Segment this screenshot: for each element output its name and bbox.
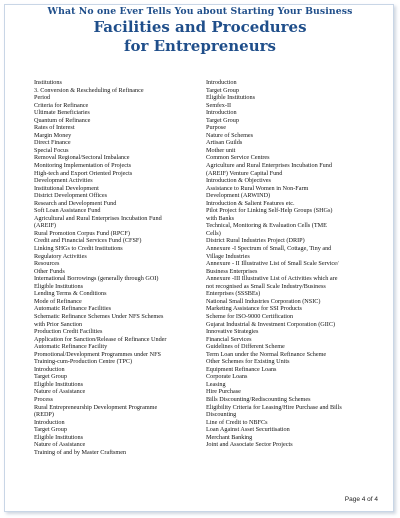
contents-item: (AREIF) — [34, 222, 56, 230]
contents-item: Nature of Schemes — [206, 131, 254, 139]
contents-item: Other Schemes for Existing Units — [206, 358, 290, 366]
contents-item: Schematic Refinance Schemes Under NFS Schemes — [34, 312, 164, 320]
contents-item: Other Funds — [34, 267, 65, 275]
contents-item: Bills Discounting/Rediscounting Schemes — [206, 395, 311, 403]
contents-item: National Small Industries Corporation (NSIC) — [206, 297, 321, 305]
contents-item: Assistance to Rural Women in Non-Farm — [206, 184, 309, 192]
contents-item: with Prior Sanction — [34, 320, 83, 328]
contents-item: Hire Purchase — [206, 388, 241, 396]
contents-item: Criteria for Refinance — [34, 101, 89, 109]
contents-item: Training of and by Master Craftsmen — [34, 448, 127, 456]
contents-item: Common Service Centres — [206, 154, 270, 162]
contents-item: Business Enterprises — [206, 267, 258, 275]
contents-item: Leasing — [206, 380, 226, 388]
right-column — [206, 79, 374, 456]
contents-item: Production Credit Facilities — [34, 328, 103, 336]
contents-list — [34, 79, 374, 456]
contents-item: Innovative Strategies — [206, 328, 259, 336]
page-title-line-1: Facilities and Procedures — [93, 18, 307, 36]
contents-item: High-tech and Export Oriented Projects — [34, 169, 133, 177]
contents-item: Technical, Monitoring & Evaluation Cells (TME — [206, 222, 327, 230]
contents-item: Target Group — [206, 116, 239, 124]
contents-item: Eligible Institutions — [34, 433, 83, 441]
contents-item: Target Group — [206, 86, 239, 94]
contents-item: Introduction — [34, 365, 65, 373]
contents-item: Institutions — [34, 79, 62, 86]
contents-item: Financial Services — [206, 335, 252, 343]
contents-item: Direct Finance — [34, 139, 71, 147]
contents-item: Eligible Institutions — [206, 94, 255, 102]
contents-item: District Rural Industries Project (DRIP) — [206, 237, 305, 245]
contents-item: Loan Against Asset Securitisation — [206, 426, 290, 434]
contents-item: Mother unit — [206, 146, 236, 154]
contents-item: Lending Terms & Conditions — [34, 290, 107, 298]
contents-item: Rates of Interest — [34, 124, 75, 132]
contents-item: Automatic Refinance Facility — [34, 343, 108, 351]
contents-item: Cells) — [206, 229, 221, 237]
contents-item: District Development Offices — [34, 192, 108, 200]
page-header — [0, 6, 400, 56]
contents-item: Village Industries — [206, 252, 250, 260]
contents-item: Semfex-II — [206, 101, 232, 109]
contents-item: Discounting — [206, 411, 237, 419]
contents-item: Rural Promotion Corpus Fund (RPCF) — [34, 229, 130, 237]
contents-item: Scheme for ISO-9000 Certification — [206, 312, 294, 320]
contents-item: 3. Conversion & Rescheduling of Refinance — [34, 86, 144, 94]
contents-item: Nature of Assistance — [34, 441, 86, 449]
contents-item: Mode of Refinance — [34, 297, 82, 305]
contents-item: Introduction & Objectives — [206, 177, 271, 185]
contents-item: Joint and Associate Sector Projects — [206, 441, 293, 449]
contents-item: Introduction — [206, 79, 237, 86]
contents-item: Line of Credit to NBFCs — [206, 418, 268, 426]
contents-item: Resources — [34, 260, 60, 268]
contents-item: Promotional/Development Programmes under NFS — [34, 350, 162, 358]
page-subtitle: What No one Ever Tells You about Starting Your Business — [47, 6, 353, 17]
contents-item: Process — [34, 395, 53, 403]
left-column — [34, 79, 202, 456]
contents-item: Introduction — [206, 109, 237, 117]
contents-item: Corporate Loans — [206, 373, 248, 381]
contents-item: (AREIF) Venture Capital Fund — [206, 169, 283, 177]
contents-item: Artisan Guilds — [206, 139, 243, 147]
contents-item: Term Loan under the Normal Refinance Scheme — [206, 350, 327, 358]
contents-item: Purpose — [206, 124, 226, 132]
contents-item: Annexure - II Illustrative List of Small Scale Service/ — [206, 260, 339, 268]
contents-item: Eligible Institutions — [34, 282, 83, 290]
contents-item: Eligibility Criteria for Leasing/Hire Purchase and Bills — [206, 403, 342, 411]
contents-item: Soft Loan Assistance Fund — [34, 207, 101, 215]
contents-item: International Borrowings (generally through GOI) — [34, 275, 159, 283]
page-number: Page 4 of 4 — [344, 496, 378, 503]
contents-item: Enterprises (SSSBEs) — [206, 290, 261, 298]
contents-item: Annexure -I Spectrum of Small, Cottage, Tiny and — [206, 245, 332, 253]
contents-item: Nature of Assistance — [34, 388, 86, 396]
page-title-line-2: for Entrepreneurs — [124, 37, 276, 55]
contents-item: Annexure -III Illustrative List of Activities which are — [206, 275, 338, 283]
contents-item: Application for Sanction/Release of Refinance Under — [34, 335, 167, 343]
contents-item: Marketing Assistance for SSI Products — [206, 305, 302, 313]
contents-item: Pilot Project for Linking Self-Help Groups (SHGs) — [206, 207, 333, 215]
contents-item: Regulatory Activities — [34, 252, 87, 260]
contents-item: Monitoring Implementation of Projects — [34, 162, 132, 170]
contents-item: Introduction & Salient Features etc. — [206, 199, 295, 207]
contents-item: Training-cum-Production Centre (TPC) — [34, 358, 133, 366]
contents-item: Gujarat Industrial & Investment Corporation (GIIC) — [206, 320, 336, 328]
contents-item: Guidelines of Different Scheme — [206, 343, 285, 351]
contents-item: (REDP) — [34, 411, 54, 419]
contents-item: Period — [34, 94, 51, 102]
contents-item: Target Group — [34, 426, 67, 434]
contents-item: Agriculture and Rural Enterprises Incubation Fund — [206, 162, 332, 170]
contents-item: Development Activities — [34, 177, 93, 185]
contents-item: Merchant Banking — [206, 433, 253, 441]
contents-item: not recognised as Small Scale Industry/Business — [206, 282, 326, 290]
contents-item: Development (ARWIND) — [206, 192, 271, 200]
contents-item: Margin Money — [34, 131, 72, 139]
contents-item: Linking SHGs to Credit Institutions — [34, 245, 123, 253]
contents-item: Institutional Development — [34, 184, 99, 192]
contents-item: Automatic Refinance Facilities — [34, 305, 111, 313]
contents-item: Credit and Financial Services Fund (CFSF) — [34, 237, 142, 245]
contents-item: Agricultural and Rural Enterprises Incubation Fund — [34, 214, 162, 222]
contents-item: Quantum of Refinance — [34, 116, 91, 124]
contents-item: with Banks — [206, 214, 235, 222]
contents-item: Special Focus — [34, 146, 69, 154]
contents-item: Eligible Institutions — [34, 380, 83, 388]
contents-item: Introduction — [34, 418, 65, 426]
contents-item: Removal Regional/Sectoral Imbalance — [34, 154, 130, 162]
contents-item: Equipment Refinance Loans — [206, 365, 277, 373]
contents-item: Target Group — [34, 373, 67, 381]
contents-item: Research and Development Fund — [34, 199, 117, 207]
contents-item: Rural Entrepreneurship Development Programme — [34, 403, 158, 411]
contents-item: Ultimate Beneficiaries — [34, 109, 90, 117]
